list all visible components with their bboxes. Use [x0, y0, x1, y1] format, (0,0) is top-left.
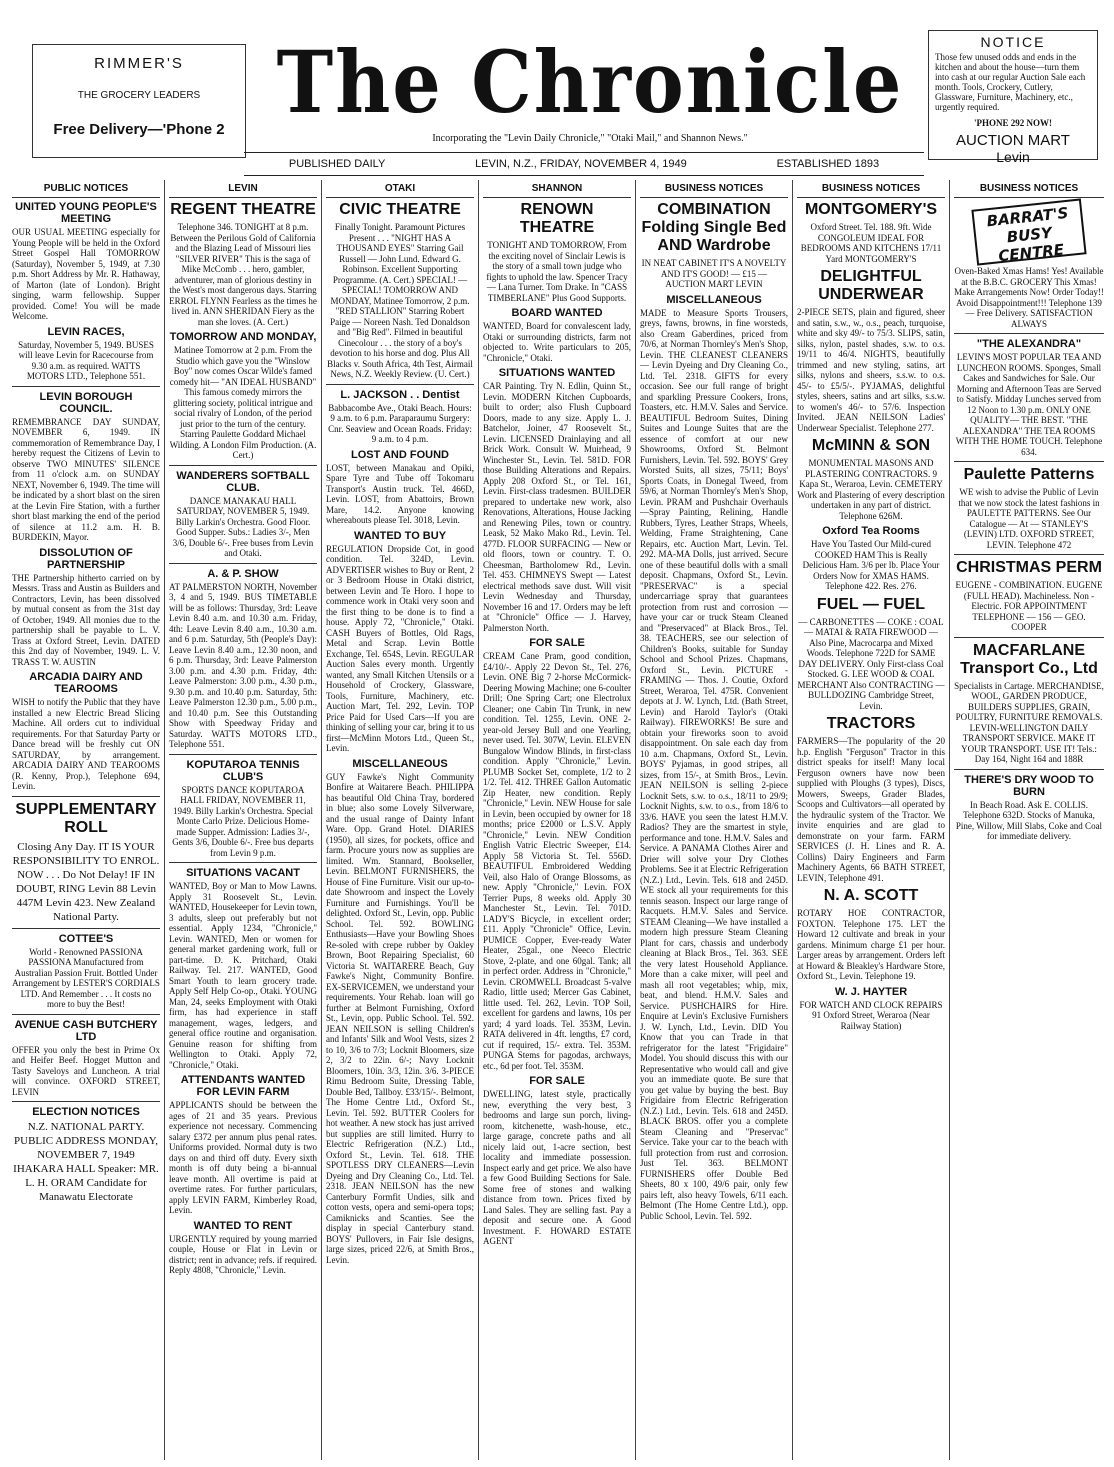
- item-text: World - Renowned PASSIONA PASSIONA Manufactured from Australian Passion Fruit. Bottled Under Arrangement by LESTER'S CORDIALS LTD. And Remember . . . It costs no more to buy the Best!: [12, 946, 160, 1009]
- item-text: MONUMENTAL MASONS AND PLASTERING CONTRACTORS. 9 Kapa St., Weraroa, Levin. CEMETERY Work and Plastering of every description undertaken in any part of district. Telephone 626M.: [797, 458, 945, 521]
- item-text: Closing Any Day. IT IS YOUR RESPONSIBILITY TO ENROL. NOW . . . Do Not Delay! IF IN DOUBT, RING Levin 88 Levin 447M Levin 423. New Zealand National Party.: [12, 840, 160, 923]
- column-shannon: [479, 180, 636, 1460]
- item-text: LOST, between Manakau and Opiki, Spare Tyre and Tube off Tokomaru Transport's Austin truck. Tel. 466D, Levin. LOST, from Abattoirs, Brown Mare, 14.2. Anyone knowing whereabouts please Tel. 3018, Levin.: [326, 462, 474, 525]
- item-title: BOARD WANTED: [511, 307, 603, 319]
- item-title: LOST AND FOUND: [351, 448, 449, 461]
- newspaper-title: The Chronicle: [276, 32, 904, 133]
- place-date: LEVIN, N.Z., FRIDAY, NOVEMBER 4, 1949: [475, 158, 687, 170]
- item-title: SITUATIONS VACANT: [186, 867, 300, 879]
- notice-body: Those few unused odds and ends in the kitchen and about the house—turn them into cash at our regular Auction Sale each month. Tools, Crockery, Cutlery, Glassware, Furniture, Machinery, etc., urgently required.: [935, 52, 1086, 112]
- column-levin: [165, 180, 322, 1460]
- item-text: WANTED, Board for convalescent lady, Otaki or surrounding districts, farm not objected to. Write particulars to 205, "Chronicle," Otaki.: [483, 321, 631, 363]
- item-title: Paulette Patterns: [963, 466, 1095, 483]
- item-text: DANCE MANAKAU HALL SATURDAY, NOVEMBER 5, 1949. Billy Larkin's Orchestra. Good Floor. Good Supper. Subs.: Ladies 3/-, Men 3/6, Double 6/-. Free buses from Levin and Otaki.: [172, 495, 314, 558]
- established: ESTABLISHED 1893: [776, 158, 880, 170]
- item-text: — CARBONETTES — COKE : COAL — MATAI & RATA FIREWOOD — Also Pine, Macrocarpa and Mixed Woods. Telephone 722D for SAME DAY DELIVERY. Only First-class Coal Stocked. G. LEE WOOD & COAL MERCHANT Also CONTRACTING — BULLDOZING Cambridge Street, Levin.: [797, 616, 945, 711]
- item-title: W. J. HAYTER: [834, 985, 908, 998]
- item-title: SUPPLEMENTARY ROLL: [15, 800, 157, 836]
- column-heading: PUBLIC NOTICES: [12, 180, 160, 198]
- item-text: TONIGHT AND TOMORROW, From the exciting novel of Sinclair Lewis is the story of a small town judge who fights to uphold the law. Spencer Tracy — Lana Turner. Tom Drake. In "CASS TIMBERLANE" Plus Good Supports.: [486, 240, 628, 303]
- item-title: WANDERERS SOFTBALL CLUB.: [176, 469, 310, 494]
- item-text: In Beach Road. Ask E. COLLIS. Telephone 632D. Stocks of Manuka, Pine, Willow, Mill Slabs, Coke and Coal for immediate delivery.: [955, 799, 1103, 841]
- column-heading: OTAKI: [326, 180, 474, 198]
- item-text: REMEMBRANCE DAY SUNDAY, NOVEMBER 6, 1949. IN commemoration of Remembrance Day, I hereby request the Citizens of Levin to observe TWO MINUTES' SILENCE from 11 o'clock a.m. on SUNDAY NEXT, November 6, 1949. The time will be indicated by a short blast on the siren at the Levin Fire Station, with a further short blast marking the end of the period of silence at 11.2 a.m. H. B. BURDEKIN, Mayor.: [12, 416, 160, 542]
- item-title: N. A. SCOTT: [823, 887, 919, 904]
- item-text: THE Partnership hitherto carried on by Messrs. Trass and Austin as Builders and Contractors, Levin, has been dissolved by mutual consent as from the 31st day of October, 1949. All monies due to the partnership shall be payable to L. V. Trass at Oxford Street, Levin. DATED this 2nd day of November, 1949. L. V. TRASS T. W. AUSTIN: [12, 572, 160, 667]
- item-text: FOR WATCH AND CLOCK REPAIRS 91 Oxford Street, Weraroa (Near Railway Station): [799, 999, 943, 1031]
- item-title: DELIGHTFUL UNDERWEAR: [818, 268, 924, 303]
- item-text: Oven-Baked Xmas Hams! Yes! Available at the B.B.C. GROCERY This Xmas! Make Arrangements Now! Order Today!! Avoid Disappointment!!! Telephone 139 — Free Delivery. SATISFACTION ALWAYS: [954, 266, 1104, 329]
- item-title: A. & P. SHOW: [207, 567, 279, 580]
- column-heading: BUSINESS NOTICES: [640, 180, 788, 198]
- item-title: Oxford Tea Rooms: [822, 525, 920, 537]
- column-heading: BUSINESS NOTICES: [797, 180, 945, 198]
- column-heading: BUSINESS NOTICES: [954, 180, 1104, 198]
- item-text: Specialists in Cartage. MERCHANDISE, WOOL, GARDEN PRODUCE, BUILDERS SUPPLIES, GRAIN, POULTRY, FURNITURE REMOVALS. LEVIN-WELLINGTON DAILY TRANSPORT SERVICE. MAKE IT YOUR TRANSPORT. USE IT! Tels.: Day 164, Night 164 and 188R: [954, 680, 1104, 764]
- notice-phone: 'PHONE 292 NOW!: [974, 118, 1052, 128]
- item-title: FUEL — FUEL: [816, 595, 926, 613]
- item-title: KOPUTAROA TENNIS CLUB'S: [186, 758, 300, 783]
- column-business-notices-2: [793, 180, 950, 1460]
- item-title: THERE'S DRY WOOD TO BURN: [964, 773, 1094, 798]
- item-text: Saturday, November 5, 1949. BUSES will leave Levin for Racecourse from 9.30 a.m. as required. WATTS MOTORS LTD., Telephone 551.: [18, 339, 154, 381]
- column-business-notices-1: [636, 180, 793, 1460]
- item-title: TOMORROW AND MONDAY,: [169, 331, 317, 343]
- item-title: "THE ALEXANDRA": [976, 338, 1082, 350]
- column-business-notices-3: [950, 180, 1108, 1460]
- item-title: CIVIC THEATRE: [339, 201, 461, 218]
- item-text: APPLICANTS should be between the ages of 21 and 35 years. Previous experience not necessary. Commencing salary £372 per annum plus penal rates. Uniforms provided. Normal duty is two days on and third off duty. Every sixth month is off duty being a bi-annual leave month. All overtime is paid at overtime rates. For further particulars, apply LEVIN FARM, Kimberley Road, Levin.: [169, 1100, 317, 1215]
- rimmers-ear-ad: [32, 44, 246, 158]
- item-title: FOR SALE: [529, 637, 585, 649]
- item-text: WANTED, Boy or Man to Mow Lawns. Apply 31 Roosevelt St., Levin. WANTED, Housekeeper for Levin town, 3 adults, sleep out preferably but not essential. Apply 1234, "Chronicle," Levin. WANTED, Men or women for general market gardening work, full or part-time. D. K. Pritchard, Otaki Railway. Tel. 217. WANTED, Good Smart Youth to learn grocery trade. Apply Self Help Co-op., Otaki. YOUNG Man, 24, seeks Employment with Otaki firm, has had experience in staff management, wages, ledgers, and general office routine and organisation. Genuine reason for shifting from Wellington to Otaki. Apply 72, "Chronicle," Otaki.: [169, 881, 317, 1070]
- item-text: LEVIN'S MOST POPULAR TEA AND LUNCHEON ROOMS. Sponges, Small Cakes and Sandwiches for Sale. Our Morning and Afternoon Teas are Served to Satisfy. Midday Lunches served from 12 Noon to 1.30 p.m. ONLY ONE QUALITY— THE BEST. "THE ALEXANDRA" THE TEA ROOMS WITH THE HOME TOUCH. Telephone 634.: [955, 352, 1103, 457]
- item-text: IN NEAT CABINET IT'S A NOVELTY AND IT'S GOOD! — £15 — AUCTION MART LEVIN: [641, 258, 787, 289]
- item-text: Finally Tonight. Paramount Pictures Present . . . "NIGHT HAS A THOUSAND EYES" Starring Gail Russell — John Lund. Edward G. Robinson. Excellent Supporting Programme. (A. Cert.) SPECIAL! — SPECIAL! TOMORROW AND MONDAY, Matinee Tomorrow, 2 p.m. "RED STALLION" Starring Robert Paige — Noreen Nash. Ted Donaldson and "Big Red". Filmed in beautiful Cinecolour . . . the story of a boy's devotion to his horse and dog. Plus All Blacks v. South Africa, 4th Test, Airmail News, N.Z. Weekly Review. (U. Cert.): [327, 222, 473, 379]
- item-text: DWELLING, latest style, practically new, everything the very best, 3 bedrooms and large sun porch, living-room, kitchenette, wash-house, etc., large garage, concrete paths and all nicely laid out, 1-acre section, best locality and immediate possession. Inspect early and get price. We also have a few Good Building Sections for Sale. Some free of stones and walking distance from town. Prices fixed by Land Sales. They are selling fast. Pay a deposit and secure one. A Good Investment. F. HOWARD ESTATE AGENT: [483, 1089, 631, 1246]
- item-title: MONTGOMERY'S: [804, 201, 938, 218]
- item-title: REGENT THEATRE: [170, 201, 316, 218]
- item-text: WISH to notify the Public that they have installed a new Electric Bread Slicing Machine. All orders cut to individual requirements. For that Saturday Party or Dance bread will be freshly cut ON SATURDAY, by arrangement. ARCADIA DAIRY AND TEAROOMS (R. Kenny, Prop.), Telephone 694, Levin.: [12, 697, 160, 791]
- item-text: CREAM Cane Pram, good condition, £4/10/-. Apply 22 Devon St., Tel. 276, Levin. ONE Big 7 2-horse McCormick-Deering Mowing Machine; one 6-coulter Drill; One Spring Cart; one Electrolux Cleaner; one Cabin Tin Trunk, in new condition. Tel. 1255, Levin. ONE 2-year-old Jersey Bull and one Yearling, never used. Tel. 307W, Levin. ELEVEN Bungalow Window Blinds, in first-class condition. Apply "Chronicle," Levin. PLUMB Socket Set, complete, 1/2 to 2 1/2. Tel. 412. THREE Gallon Automatic Zip Heater, new condition. Reply "Chronicle," Levin. NEW House for sale in Levin, been occupied by owner for 18 months; price £2000 or L.S.V. Apply "Chronicle," Levin. NEW Condition English Vatric Electric Sweeper, £14. Apply 58 Victoria St. Tel. 556D. BEAUTIFUL Embroidered Wedding Veil, also Halo of Orange Blossoms, as new. Apply "Chronicle," Levin. FOX Terrier Pups, 8 weeks old. Apply 30 Manchester St., Levin. Tel. 701D. LADY'S Bicycle, in excellent order; £11. Apply "Chronicle" Office, Levin. PUMICE Copper, Ever-ready Water Heater, 25gal., one Neeco Electric Stove, 2-plate, and one 60gal. Tank; all in perfect order. Address in "Chronicle," Levin. CROMWELL Broadcast 5-valve Radio, little used; Mercer Gas Cabinet, little used. Tel. 262, Levin. TOP Soil, excellent for gardens and lawns, 10s per yard; 4 yard loads. Tel. 353M, Levin. RATA delivered in 4ft. lengths, £7 cord, cut if required, 15/- extra. Tel. 353M. PUNGA Stems for pagodas, archways, etc., 6d per foot. Tel. 353M.: [483, 651, 631, 1071]
- item-text: SPORTS DANCE KOPUTAROA HALL FRIDAY, NOVEMBER 11, 1949. Billy Larkin's Orchestra. Special Monte Carlo Prize. Delicious Home-made Supper. Admission: Ladies 3/-, Gents 3/6, Double 6/-. Free bus departs from Levin 9 p.m.: [172, 784, 314, 858]
- item-title: ARCADIA DAIRY AND TEAROOMS: [29, 671, 143, 695]
- item-title: CHRISTMAS PERM: [956, 559, 1102, 576]
- item-text: REGULATION Dropside Cot, in good condition. Tel. 324D, Levin. ADVERTISER wishes to Buy or Rent, 2 or 3 Bedroom House in Otaki district, between Levin and Te Horo. I hope to commence work in Otaki very soon and the first thing to be done is to find a house. Apply 72, "Chronicle," Otaki. CASH Buyers of Bottles, Old Rags, Metal and Scrap. Levin Bottle Exchange, Tel. 654S, Levin. REGULAR Auction Sales every month. Urgently wanted, any Small Kitchen Utensils or a Household of Crockery, Glassware, Tools, Furniture, Machinery, etc. Auction Mart, Tel. 292, Levin. TOP Price Paid for Used Cars—If you are thinking of selling your car, bring it to us first—McMinn Motors Ltd., Queen St., Levin.: [326, 543, 474, 753]
- item-title: AVENUE CASH BUTCHERY LTD: [14, 1018, 158, 1043]
- item-text: GUY Fawke's Night Community Bonfire at Waitarere Beach. PHILIPPA has beautiful Old China Tray, bordered in blue; also some Lovely Silverware, and the usual range of Dainty Infant Ware. Opp. Grand Hotel. DIARIES (1950), all sizes, for pockets, office and farm. Procure yours now as supplies are limited. Wm. Stannard, Bookseller, Levin. BELMONT FURNISHERS, the House of Fine Furniture. Visit our up-to-date Showroom and inspect the Lovely Furniture and Furnishings. You'll be delighted. Oxford St., Levin, opp. Public School. Tel. 592. BOWLING Enthusiasts—Have your Bowling Shoes Re-soled with crepe rubber by Oakley Brown, Boot Repairing Specialist, 60 Victoria St. WAITARERE Beach, Guy Fawke's Night, Community Bonfire. EX-SERVICEMEN, we understand your requirements. Your Rehab. loan will go further at Belmont Furnishing, Oxford St., Levin, opp. Public School. Tel. 592. JEAN NEILSON is selling Children's and Infants' Silk and Wool Vests, sizes 2 to 10, 3/6 to 7/3; Locknit Bloomers, size 2, 3/2 to 22in. 6/-; Navy Locknit Bloomers, 10in. 3/3, 12in. 3/6. 3-PIECE Rimu Bedroom Suite, Dressing Table, Double Bed, Tallboy. £33/15/-. Belmont, The Home Centre Ltd., Oxford St., Levin. Tel. 592. BUTTER Coolers for hot weather. A new stock has just arrived but supplies are still limited. Hurry to Electric Refrigeration (N.Z.) Ltd., Oxford St., Levin. Tel. 618. THE SPOTLESS DRY CLEANERS—Levin Dyeing and Dry Cleaning Co., Ltd. Tel. 2318. JEAN NEILSON has the new Canterbury Formfit Undies, silk and cotton vests, opera and semi-opera tops; Camiknicks and Scanties. See the display in special Canterbury stand. BOYS' Pullovers, in Fair Isle designs, large sizes, priced 22/6, at Smith Bros., Levin.: [326, 771, 474, 1265]
- item-title: COTTEE'S: [58, 932, 114, 945]
- item-text: N.Z. NATIONAL PARTY. PUBLIC ADDRESS MONDAY, NOVEMBER 7, 1949 IHAKARA HALL Speaker: MR. L. H. ORAM Candidate for Manawatu Electorate: [13, 1121, 159, 1203]
- item-title: WANTED TO RENT: [193, 1219, 293, 1232]
- barrats-busy-centre-logo: BARRAT'S BUSY CENTRE: [971, 198, 1086, 265]
- item-title: WANTED TO BUY: [353, 529, 447, 542]
- item-title: ELECTION NOTICES: [32, 1106, 140, 1118]
- column-public-notices: [8, 180, 165, 1460]
- column-heading: LEVIN: [169, 180, 317, 198]
- notice-ear-ad: [928, 30, 1098, 165]
- item-title: L. JACKSON . . Dentist: [340, 388, 460, 401]
- item-title: TRACTORS: [826, 715, 916, 732]
- item-text: Telephone 346. TONIGHT at 8 p.m. Between the Perilous Gold of California and the Blazing Lead of Missouri lies "SILVER RIVER" This is the saga of Mike McComb . . . hero, gambler, adventurer, man of glorious destiny in the West's most dangerous days. Starring ERROL FLYNN Fearless as the times he lived in. ANN SHERIDAN Fiery as the man she loves. (A. Cert.): [169, 222, 317, 327]
- item-title: LEVIN BOROUGH COUNCIL.: [39, 390, 133, 415]
- item-text: URGENTLY required by young married couple, House or Flat in Levin or district; rent in advance; refs. if required. Reply 4808, "Chronicle," Levin.: [169, 1233, 317, 1275]
- column-otaki: [322, 180, 479, 1460]
- rimmers-name: RIMMER'S: [94, 55, 184, 72]
- item-title: FOR SALE: [529, 1075, 585, 1087]
- item-title: MISCELLANEOUS: [352, 757, 448, 770]
- item-text: AT PALMERSTON NORTH, November 3, 4 and 5, 1949. BUS TIMETABLE will be as follows: Thursday, 3rd: Leave Levin 8.40 a.m. and 10.30 a.m. Friday, 4th: Leave Levin 8.40 a.m., 10.30 a.m. and 6 p.m. Saturday, 5th (People's Day): Leave Levin 8.40 a.m., 12.30 noon, and 6 p.m. Thursday, 3rd: Leave Palmerston 3.00 p.m. and 4.30 p.m. Friday, 4th: Leave Palmerston: 3.00 p.m., 4.30 p.m., 9.30 p.m. and 10.40 p.m. Saturday, 5th: Leave Palmerston 12.30 p.m., 5.00 p.m., and 10.40 p.m. See this Outstanding Show with Speedway Friday and Saturday. WATTS MOTORS LTD., Telephone 551.: [169, 581, 317, 749]
- item-title: RENOWN THEATRE: [519, 201, 595, 236]
- rimmers-tagline: THE GROCERY LEADERS: [77, 90, 201, 101]
- item-text: Oxford Street. Tel. 188. 9ft. Wide CONGOLEUM IDEAL FOR BEDROOMS AND KITCHENS 17/11 Yard MONTGOMERY'S: [800, 222, 942, 264]
- item-text: Matinee Tomorrow at 2 p.m. From the Studio which gave you the "Winslow Boy" now comes Oscar Wilde's famed comedy hit— "AN IDEAL HUSBAND" This famous comedy mirrors the glittering society, political intrigue and social rivalry of London, of the period just prior to the turn of the century. Starring Paulette Goddard Michael Wilding. A London Film Production. (A. Cert.): [169, 345, 317, 460]
- item-title: ATTENDANTS WANTED FOR LEVIN FARM: [180, 1074, 306, 1098]
- item-title: COMBINATION Folding Single Bed AND Wardrobe: [641, 201, 787, 254]
- newspaper-subtitle: Incorporating the "Levin Daily Chronicle," "Otaki Mail," and Shannon News.": [432, 133, 748, 144]
- item-title: LEVIN RACES,: [47, 325, 125, 338]
- item-title: DISSOLUTION OF PARTNERSHIP: [39, 546, 133, 571]
- item-title: McMINN & SON: [811, 437, 931, 454]
- item-text: OUR USUAL MEETING especially for Young People will be held in the Oxford Street Gospel Hall TOMORROW (Saturday), November 5, 1949, at 7.30 p.m. Short Address by Mr. R. Hathaway, of Marton (late of London). Bright singing, warm fellowship. Supper provided. Come! You will be made Welcome.: [12, 227, 160, 321]
- item-title: UNITED YOUNG PEOPLE'S MEETING: [15, 201, 157, 225]
- item-text: ROTARY HOE CONTRACTOR, FOXTON. Telephone 175. LET the Howard 12 cultivate and break in your gardens. Minimum charge £1 per hour. Larger areas by arrangement. Orders left at Howard & Bleakley's Hardware Store, Oxford St., Levin. Telephone 19.: [797, 908, 945, 981]
- published-daily: PUBLISHED DAILY: [288, 158, 386, 170]
- item-text: CAR Painting. Try N. Edlin, Quinn St., Levin. MODERN Kitchen Cupboards, built to order; also Flush Cupboard Doors, made to any size. Apply L. J. Batchelor, Joiner, 47 Roosevelt St., Levin. LICENSED Drainlaying and all Brick Work. Consult W. Muirhead, 9 Winchester St., Levin. Tel. 581D. FOR those Building Alterations and Repairs. Apply 208 Oxford St., or Tel. 161, Levin. First-class tradesmen. BUILDER prepared to undertake new work, also Renovations, Alterations, House Jacking and Renewing Piles, town or country. Leask, 52 Mako Mako Rd., Levin. Tel. 477D. FLOOR SURFACING — New or old floors, town or country. T. O. Cheesman, Bartholomew Rd., Levin. Tel. 453. CHIMNEYS Swept — Latest electrical methods save dust. Will visit Levin Wednesday and Thursday, November 16 and 17. Orders may be left at "Chronicle" Office — J. Harvey, Palmerston North.: [483, 381, 631, 633]
- item-text: MADE to Measure Sports Trousers, greys, fawns, browns, in fine worsteds, also Cream Gaberdines, priced from 70/6, at Norman Thornley's Men's Shop, Levin. THE CLEANEST CLEANERS — Levin Dyeing and Dry Cleaning Co., Ltd. Tel. 2318. GIFTS for every occasion. See our full range of bright and sparkling Pressure Cookers, Irons, Toasters, etc. H.M.V. Sales and Service. BEAUTIFUL Bedroom Suites, Dining Suites and Lounge Suites that are the essence of comfort at our new Showrooms, Oxford St. Belmont Furnishers, Levin. Tel. 592. BOYS' Grey Worsted Suits, all sizes, 75/11; Boys' Sports Coats, in Donegal Tweed, from 59/6, at Norman Thornley's Men's Shop, Levin. PRAM and Pushchair Overhauls—Spray Painting, Relining, Handle Rubbers, Tyres, Leather Straps, Wheels, Welding, Frame Straightening, Cane Repairs, etc. Auction Mart, Levin. Tel. 292. MA-MA Dolls, just arrived. Secure one of these beautiful dolls with a small deposit. Chapmans, Oxford St., Levin. "PRESERVAC" is a special undercarriage spray that guarantees protection from rust and corrosion — have your car or truck Steam Cleaned and "Preservaced" at Black Bros., Tel. 38. TEACHERS, see our selection of Children's Books, suitable for Sunday School and School Prizes. Chapmans, Oxford St., Levin. PICTURE - FRAMING — Thos. J. Coutie, Oxford Street, Weraroa, Tel. 475R. Convenient depots at J. W. Lynch, Ltd. (Bath Street, Levin) and Harold Taylor's (Otaki Railway). FIREWORKS! Be sure and obtain your fireworks soon to avoid disappointment. On sale each day from 10 a.m. Chapmans, Oxford St., Levin. BOYS' Pyjamas, in good stripes, all sizes, from 15/-, at Smith Bros., Levin. JEAN NEILSON is selling 2-piece Locknit Sets, s.w. to o.s., 18/11 to 29/9; Locknit Nights, s.w. to o.s., from 18/6 to 33/6. HAVE you seen the latest H.M.V. Radios? They are the smartest in style, performance and tone. H.M.V. Sales and Service. A PANAMA Clothes Airer and Drier will solve your Dry Clothes Problems. See it at Electric Refrigeration (N.Z.) Ltd., Levin. Tels. 618 and 245D. WE stock all your requirements for this tennis season. Inspect our large range of Racquets. H.M.V. Sales and Service. STEAM Cleaning—We have installed a modern high pressure Steam Cleaning Plant for cars, chassis and underbody cleaning at Black Bros., Tel. 363. SEE the very latest Household Appliance. More than a cake mixer, will peel and mash all root vegetables; whip, mix, beat, and blend. H.M.V. Sales and Service. PUSHCHAIRS for Hire. Enquire at Levin's Exclusive Furnishers J. W. Lynch, Ltd., Levin. DID You Know that you can Trade in that refrigerator for the latest "Frigidaire" Model. You should discuss this with our Representative who would call and give you an immediate quote. Be sure that you get value by buying the best. Buy Frigidaire from Electric Refrigeration (N.Z.) Ltd., Levin. Tels. 618 and 245D. BLACK BROS. offer you a complete Steam Cleaning and "Preservac" Service. Take your car to the beach with full protection from rust and corrosion. Just Tel. 363. BELMONT FURNISHERS offer Double Bed Sheets, 80 x 100, 49/6 pair, only few pairs left, also heavy Towels, 6/11 each. Belmont (The Home Centre Ltd.), opp. Public School, Levin. Tel. 592.: [640, 307, 788, 1221]
- notice-auction: AUCTION MART: [956, 132, 1070, 149]
- masthead: [0, 0, 1114, 178]
- column-heading: SHANNON: [483, 180, 631, 198]
- item-text: 2-PIECE SETS, plain and figured, sheer and satin, s.w., w., o.s., peach, turquoise, white and sky 49/- to 75/3. SLIPS, satin, silks, nylon, pastel shades, s.w. to o.s. 19/11 to 46/4. NIGHTS, beautifully trimmed and new styling, satins, art silks, nylons and sheers, s.s.w. to o.s. 45/- to £5/5/-. PYJAMAS, delightful styles, sheers, satins and art silks, s.s.w. to women's 46/- to 57/6. Inspection Invited. JEAN NEILSON Ladies' Underwear Specialist. Telephone 277.: [797, 307, 945, 433]
- item-text: Babbacombe Ave., Otaki Beach. Hours: 9 a.m. to 6 p.m. Paraparaumu Surgery: Cnr. Seaview and Ocean Roads. Friday: 9 a.m. to 4 p.m.: [328, 402, 472, 444]
- item-text: Have You Tasted Our Mild-cured COOKED HAM This is Really Delicious Ham. 3/6 per lb. Place Your Orders Now for XMAS HAMS. Telephone 422. Res. 276.: [802, 539, 940, 591]
- item-text: WE wish to advise the Public of Levin that we now stock the latest fashions in PAULETTE PATTERNS. See Our Catalogue — At — STANLEY'S (LEVIN) LTD. OXFORD STREET, LEVIN. Telephone 472: [958, 487, 1100, 550]
- notice-heading: NOTICE: [980, 34, 1046, 50]
- item-title: SITUATIONS WANTED: [498, 367, 616, 379]
- item-title: MISCELLANEOUS: [666, 293, 762, 306]
- item-text: OFFER you only the best in Prime Ox and Heifer Beef. Hogget Mutton and Tasty Saveloys and Luncheon. A trial will convince. OXFORD STREET, LEVIN: [12, 1044, 160, 1097]
- item-title: MACFARLANE Transport Co., Ltd: [960, 641, 1098, 677]
- notice-location: Levin: [996, 149, 1030, 165]
- item-text: EUGENE - COMBINATION. EUGENE (FULL HEAD). Machineless. Non - Electric. FOR APPOINTMENT TELEPHONE — 156 — GEO. COOPER: [955, 580, 1103, 632]
- item-text: FARMERS—The popularity of the 20 h.p. English "Ferguson" Tractor in this district speaks for itself! Many local Ferguson owners have now been supplied with Ploughs (3 types), Discs, Mowers, Sweeps, Grader Blades, Scoops and Cultivators—all operated by the hydraulic system of the Tractor. We invite enquiries and are glad to demonstrate on your farm. FARM SERVICES (J. H. Lines and R. A. Collins) Dairy Engineers and Farm Machinery Agents, 66 BATH STREET, LEVIN, Telephone 491.: [797, 736, 945, 883]
- columns: [8, 180, 1108, 1460]
- dateline: [244, 152, 924, 176]
- rimmers-delivery: Free Delivery—'Phone 2: [53, 121, 225, 138]
